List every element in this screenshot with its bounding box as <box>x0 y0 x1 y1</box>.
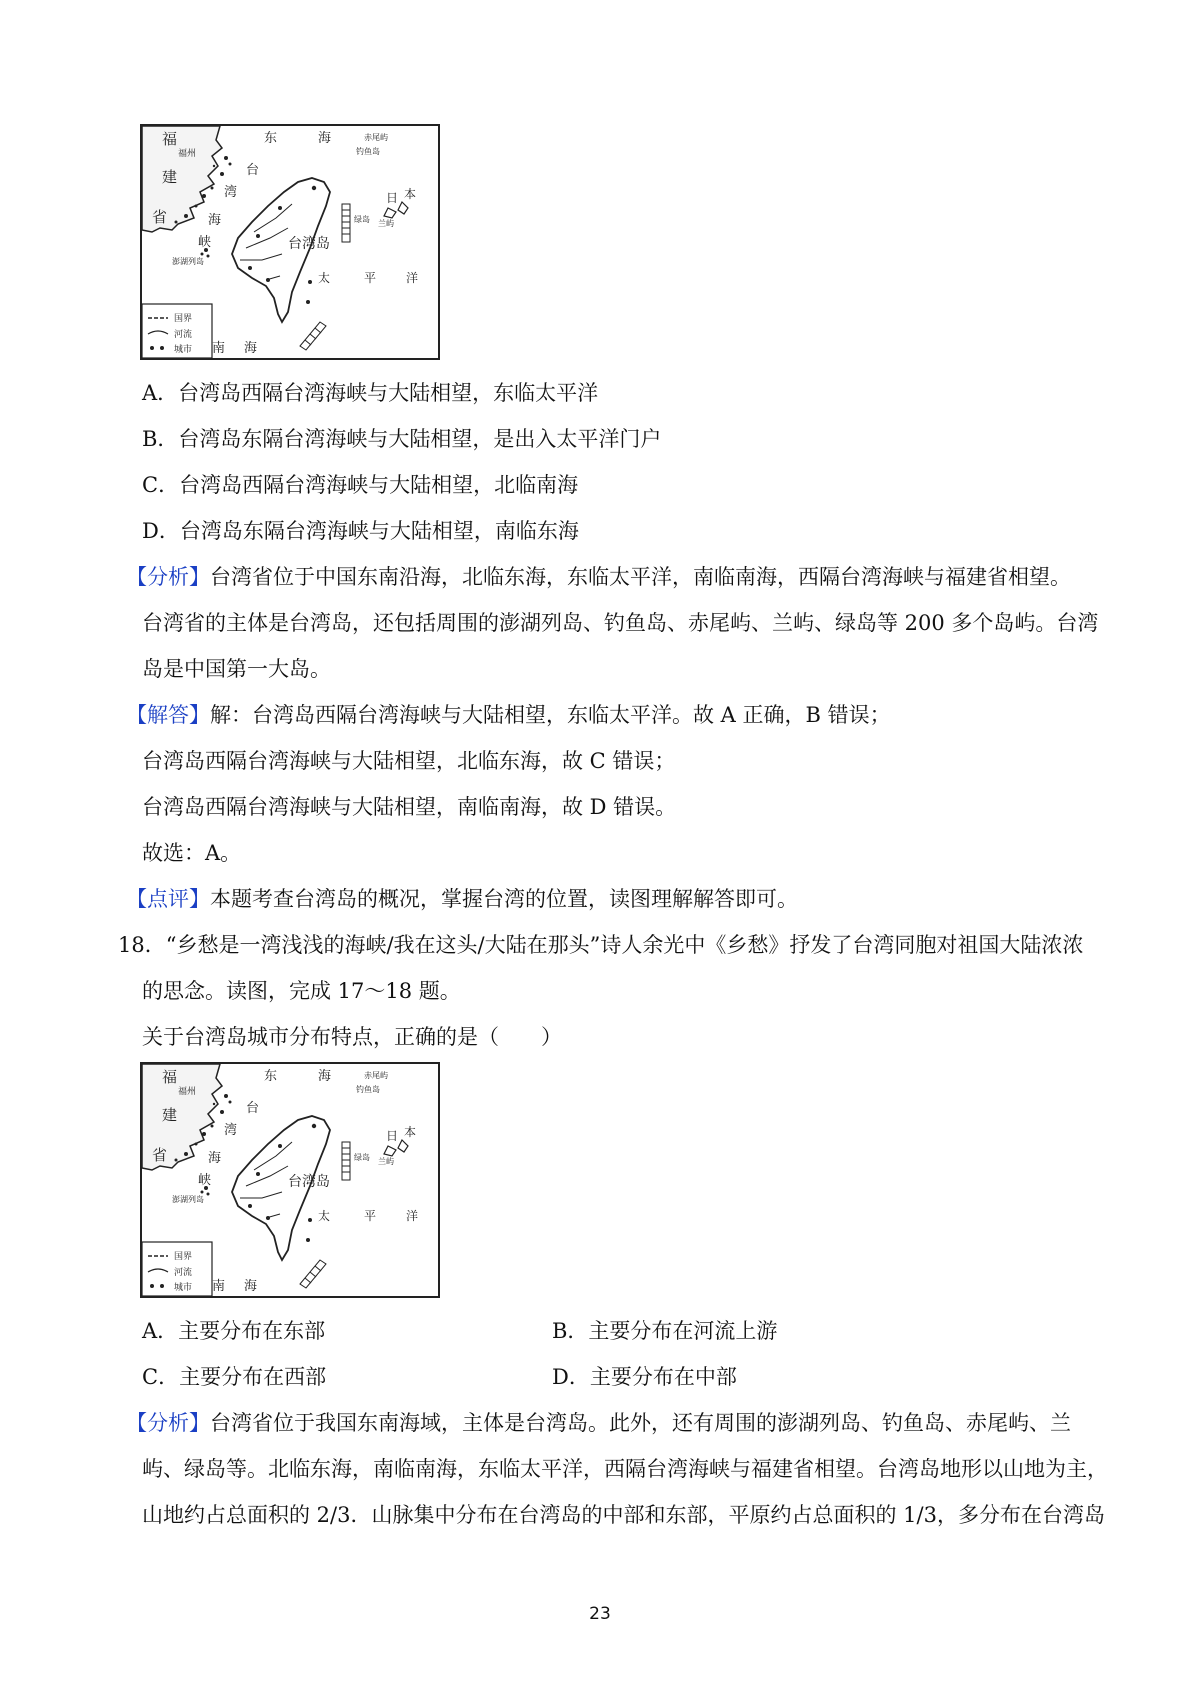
map-label-lvdao: 绿岛 <box>354 1153 370 1162</box>
map-label-fu: 福 <box>162 1068 178 1086</box>
map-label-ben: 本 <box>404 1125 417 1139</box>
map-label-fuzhou: 福州 <box>178 149 197 159</box>
q18-option-a: A．主要分布在东部 <box>142 1319 326 1343</box>
legend-city-label: 城市 <box>174 1283 193 1293</box>
map-label-strait-wan: 湾 <box>224 185 238 200</box>
q17-option-a: A．台湾岛西隔台湾海峡与大陆相望，东临太平洋 <box>142 381 599 405</box>
map-label-south-hai: 海 <box>244 1279 258 1294</box>
map-label-east-hai: 海 <box>318 131 332 146</box>
map-label-sheng: 省 <box>152 1146 168 1164</box>
legend-city-label: 城市 <box>174 345 193 355</box>
legend-border-label: 国界 <box>174 1252 193 1262</box>
q18-analysis-tag: 【分析】 <box>126 1411 210 1435</box>
map-label-nan: 南 <box>212 341 226 356</box>
q17-option-b: B．台湾岛东隔台湾海峡与大陆相望，是出入太平洋门户 <box>142 427 662 451</box>
taiwan-map-1 <box>140 124 440 360</box>
map-label-penghu: 澎湖列岛 <box>172 257 204 266</box>
map-label-lanyu: 兰屿 <box>378 219 394 228</box>
q17-answer-line-2: 台湾岛西隔台湾海峡与大陆相望，北临东海，故 C 错误； <box>142 749 676 773</box>
q18-option-b: B．主要分布在河流上游 <box>552 1319 778 1343</box>
map-label-strait-xia: 峡 <box>198 1173 212 1188</box>
map-label-fuzhou: 福州 <box>178 1087 197 1097</box>
map-label-chiwei: 赤尾屿 <box>364 133 388 142</box>
map-label-jian: 建 <box>162 168 178 186</box>
taiwan-map-figure <box>142 1064 438 1296</box>
map-label-south-hai: 海 <box>244 341 258 356</box>
legend-border-label: 国界 <box>174 314 193 324</box>
q18-stem-line-2: 的思念。读图，完成 17～18 题。 <box>142 979 461 1003</box>
map-label-ri: 日 <box>386 1129 399 1143</box>
q17-answer-line-4: 故选：A。 <box>142 841 242 865</box>
map-label-yang: 洋 <box>406 1209 419 1223</box>
q17-analysis-line-1: 【分析】台湾省位于中国东南沿海，北临东海，东临太平洋，南临南海，西隔台湾海峡与福建省相望。 <box>126 565 1071 589</box>
map-label-dong: 东 <box>264 131 278 146</box>
map-label-strait-xia: 峡 <box>198 235 212 250</box>
q18-option-c: C．主要分布在西部 <box>142 1365 327 1389</box>
map-label-chiwei: 赤尾屿 <box>364 1071 388 1080</box>
q17-comment: 【点评】本题考查台湾岛的概况，掌握台湾的位置，读图理解解答即可。 <box>126 887 798 911</box>
map-label-diaoyu: 钓鱼岛 <box>356 1085 380 1094</box>
map-label-diaoyu: 钓鱼岛 <box>356 147 380 156</box>
map-label-lvdao: 绿岛 <box>354 215 370 224</box>
page-number: 23 <box>589 1604 611 1624</box>
q18-option-d: D．主要分布在中部 <box>552 1365 737 1389</box>
taiwan-map-2 <box>140 1062 440 1298</box>
q17-answer-line-3: 台湾岛西隔台湾海峡与大陆相望，南临南海，故 D 错误。 <box>142 795 677 819</box>
q18-analysis-line-1: 【分析】台湾省位于我国东南海域，主体是台湾岛。此外，还有周围的澎湖列岛、钓鱼岛、赤尾屿、兰 <box>126 1411 1071 1435</box>
taiwan-map-figure <box>142 126 438 358</box>
map-label-east-hai: 海 <box>318 1069 332 1084</box>
map-label-island: 台湾岛 <box>288 1174 330 1190</box>
q17-answer-tag: 【解答】 <box>126 703 210 727</box>
map-label-ri: 日 <box>386 191 399 205</box>
legend-river-label: 河流 <box>174 1268 193 1278</box>
legend-river-label: 河流 <box>174 330 193 340</box>
map-label-tai-pacific: 太 <box>318 1209 331 1223</box>
q17-analysis-tag: 【分析】 <box>126 565 210 589</box>
map-label-penghu: 澎湖列岛 <box>172 1195 204 1204</box>
map-label-strait-hai: 海 <box>208 213 222 228</box>
q17-option-d: D．台湾岛东隔台湾海峡与大陆相望，南临东海 <box>142 519 579 543</box>
map-label-fu: 福 <box>162 130 178 148</box>
map-label-jian: 建 <box>162 1106 178 1124</box>
q18-stem-line-1: 18．“乡愁是一湾浅浅的海峡/我在这头/大陆在那头”诗人余光中《乡愁》抒发了台湾同胞对祖国大陆浓浓 <box>118 933 1084 957</box>
map-label-yang: 洋 <box>406 271 419 285</box>
q17-analysis-line-2: 台湾省的主体是台湾岛，还包括周围的澎湖列岛、钓鱼岛、赤尾屿、兰屿、绿岛等 200 多个岛屿。台湾 <box>142 611 1099 635</box>
map-label-tai-pacific: 太 <box>318 271 331 285</box>
map-label-strait-wan: 湾 <box>224 1123 238 1138</box>
map-label-ping: 平 <box>364 1209 377 1223</box>
q17-option-c: C．台湾岛西隔台湾海峡与大陆相望，北临南海 <box>142 473 579 497</box>
q17-analysis-line-3: 岛是中国第一大岛。 <box>142 657 331 681</box>
map-label-dong: 东 <box>264 1069 278 1084</box>
q18-question: 关于台湾岛城市分布特点，正确的是（ ） <box>142 1025 562 1049</box>
map-label-strait-tai: 台 <box>246 1101 260 1116</box>
map-label-strait-tai: 台 <box>246 163 260 178</box>
map-label-lanyu: 兰屿 <box>378 1157 394 1166</box>
q18-analysis-line-2: 屿、绿岛等。北临东海，南临南海，东临太平洋，西隔台湾海峡与福建省相望。台湾岛地形以山地为主， <box>142 1457 1108 1481</box>
map-label-island: 台湾岛 <box>288 236 330 252</box>
map-label-ben: 本 <box>404 187 417 201</box>
q18-analysis-line-3: 山地约占总面积的 2/3．山脉集中分布在台湾岛的中部和东部，平原约占总面积的 1/3，多分布在台湾岛 <box>142 1503 1105 1527</box>
q17-comment-tag: 【点评】 <box>126 887 210 911</box>
map-label-ping: 平 <box>364 271 377 285</box>
map-label-strait-hai: 海 <box>208 1151 222 1166</box>
map-label-sheng: 省 <box>152 208 168 226</box>
q17-answer-line-1: 【解答】解：台湾岛西隔台湾海峡与大陆相望，东临太平洋。故 A 正确，B 错误； <box>126 703 891 727</box>
map-label-nan: 南 <box>212 1279 226 1294</box>
